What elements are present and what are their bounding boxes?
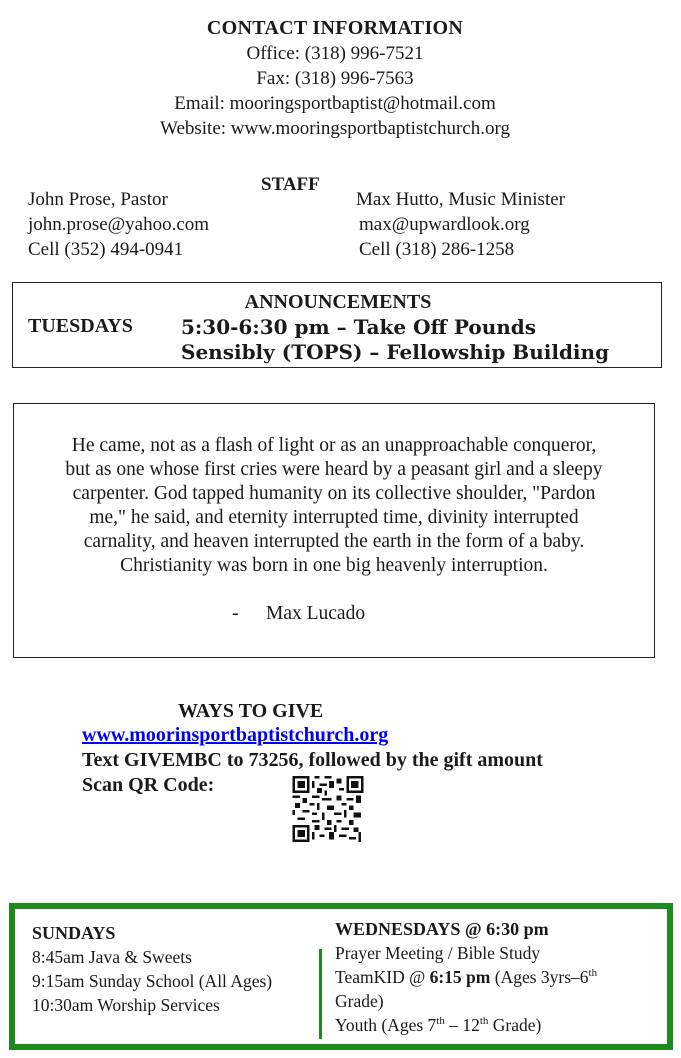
wednesdays-heading-label: WEDNESDAYS @ bbox=[335, 919, 487, 939]
pastor-cell: Cell (352) 494-0941 bbox=[28, 239, 184, 260]
announcement-text bbox=[181, 315, 609, 365]
youth-ordinal-end: th bbox=[479, 1015, 489, 1028]
teamkid-label: TeamKID @ bbox=[335, 967, 430, 987]
qr-label: Scan QR Code: bbox=[82, 774, 215, 796]
music-minister-email: max@upwardlook.org bbox=[359, 214, 530, 235]
announcement-day: TUESDAYS bbox=[28, 315, 133, 337]
sunday-item: 10:30am Worship Services bbox=[32, 995, 220, 1015]
youth-ordinal-start: th bbox=[436, 1015, 445, 1028]
sunday-item: 8:45am Java & Sweets bbox=[32, 947, 192, 967]
announcement-line-1: 5:30-6:30 pm – Take Off Pounds bbox=[181, 315, 537, 339]
quote-author: Max Lucado bbox=[266, 603, 366, 624]
teamkid-time: 6:15 pm bbox=[429, 967, 491, 987]
quote-attribution bbox=[232, 603, 365, 625]
office-phone: Office: (318) 996-7521 bbox=[246, 43, 424, 64]
teamkid-ages: (Ages 3yrs–6 bbox=[490, 967, 589, 987]
youth-item bbox=[335, 1013, 665, 1037]
wednesdays-heading bbox=[335, 917, 665, 941]
youth-label: Youth (Ages 7 bbox=[335, 1015, 437, 1035]
contact-website: Website: www.mooringsportbaptistchurch.org bbox=[160, 118, 510, 139]
quote-text bbox=[18, 434, 650, 578]
quote-box bbox=[13, 403, 655, 658]
staff-heading: STAFF bbox=[261, 174, 320, 195]
music-minister-name: Max Hutto, Music Minister bbox=[356, 189, 565, 210]
qr-code-icon[interactable] bbox=[292, 776, 364, 842]
quote-line: carnality, and heaven interrupted the earth in the form of a baby. bbox=[83, 531, 585, 552]
teamkid-grade: Grade) bbox=[335, 991, 384, 1011]
schedule-box bbox=[9, 903, 673, 1050]
quote-line: He came, not as a flash of light or as an unapproachable conqueror, bbox=[71, 435, 597, 456]
giving-website-link[interactable]: www.moorinsportbaptistchurch.org bbox=[82, 724, 389, 746]
quote-line: Christianity was born in one big heavenly interruption. bbox=[120, 555, 548, 576]
prayer-meeting: Prayer Meeting / Bible Study bbox=[335, 943, 541, 963]
youth-range: – 12 bbox=[444, 1015, 480, 1035]
pastor-name: John Prose, Pastor bbox=[28, 189, 168, 210]
quote-line: but as one whose first cries were heard by a peasant girl and a sleepy bbox=[65, 459, 603, 480]
wednesdays-column bbox=[335, 917, 665, 1037]
teamkid-ordinal: th bbox=[588, 967, 598, 980]
wednesdays-heading-time: 6:30 pm bbox=[486, 919, 549, 939]
column-divider bbox=[319, 949, 322, 1039]
quote-line: me," he said, and eternity interrupted time, divinity interrupted bbox=[89, 507, 579, 528]
announcements-box bbox=[12, 282, 662, 368]
fax-number: Fax: (318) 996-7563 bbox=[256, 68, 414, 89]
contact-heading: CONTACT INFORMATION bbox=[206, 17, 464, 39]
quote-line: carpenter. God tapped humanity on its collective shoulder, "Pardon bbox=[72, 483, 596, 504]
teamkid-item bbox=[335, 965, 665, 989]
give-heading: WAYS TO GIVE bbox=[178, 700, 324, 722]
sundays-column bbox=[32, 921, 272, 1017]
text-to-give: Text GIVEMBC to 73256, followed by the gift amount bbox=[82, 749, 543, 771]
contact-section bbox=[0, 16, 670, 141]
attribution-dash: - bbox=[232, 603, 239, 624]
pastor-email: john.prose@yahoo.com bbox=[28, 214, 210, 235]
staff-music-minister bbox=[356, 187, 565, 262]
youth-grade: Grade) bbox=[488, 1015, 542, 1035]
contact-email: Email: mooringsportbaptist@hotmail.com bbox=[174, 93, 496, 114]
sundays-heading: SUNDAYS bbox=[32, 923, 116, 943]
announcement-line-2: Sensibly (TOPS) – Fellowship Building bbox=[181, 340, 610, 364]
staff-pastor bbox=[28, 187, 209, 262]
music-minister-cell: Cell (318) 286-1258 bbox=[359, 239, 515, 260]
sunday-item: 9:15am Sunday School (All Ages) bbox=[32, 971, 273, 991]
announcements-heading: ANNOUNCEMENTS bbox=[244, 291, 432, 313]
